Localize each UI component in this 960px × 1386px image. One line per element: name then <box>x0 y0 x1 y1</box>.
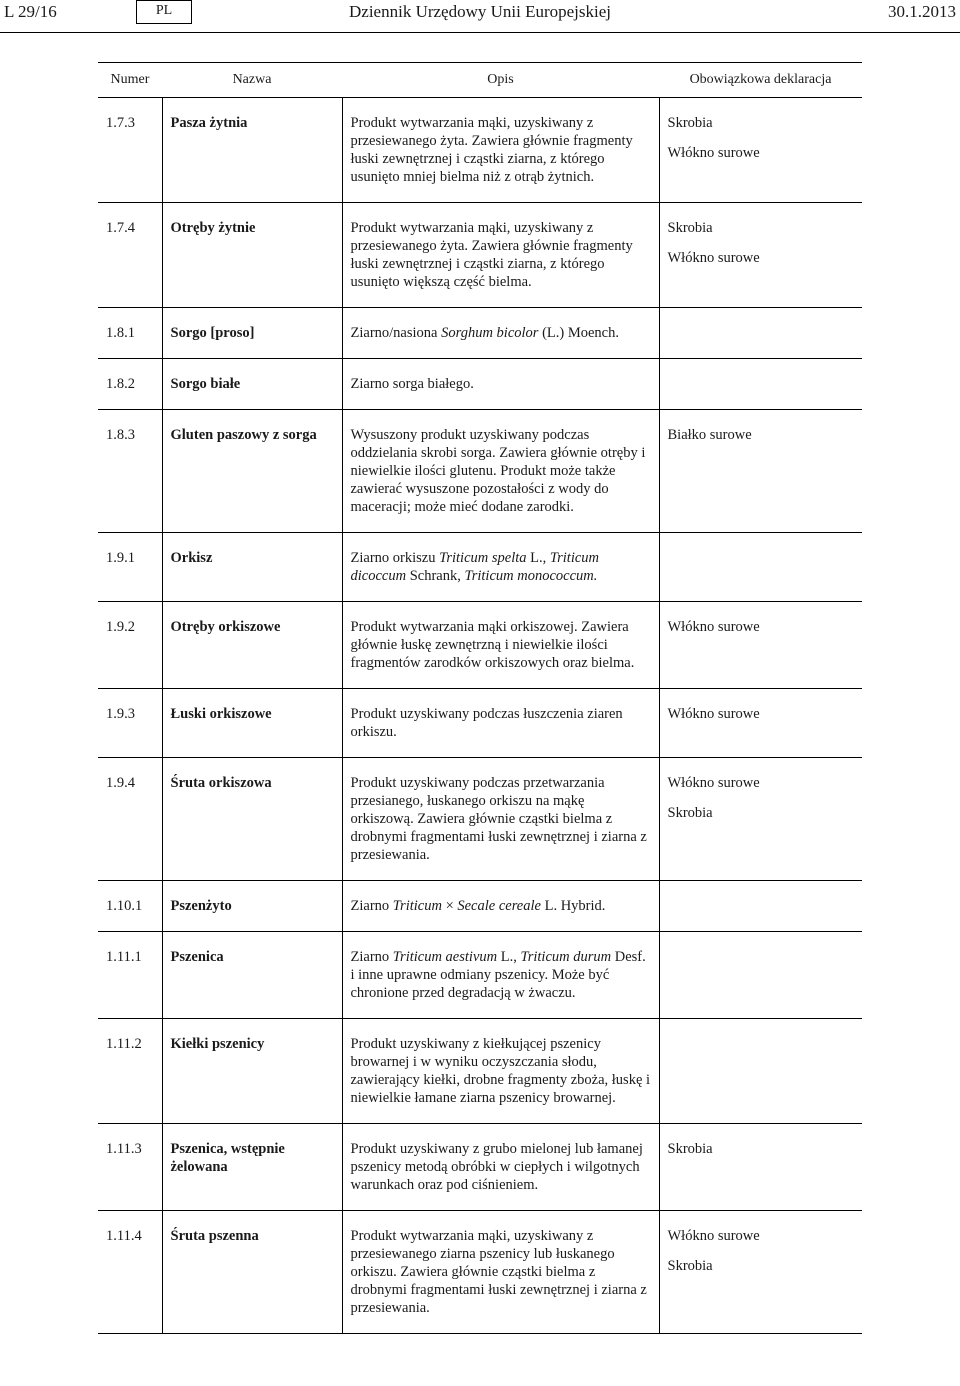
table-row <box>98 359 862 410</box>
row-name: Otręby orkiszowe <box>162 602 342 689</box>
row-number: 1.7.4 <box>98 203 162 308</box>
row-description: Produkt wytwarzania mąki, uzyskiwany z przesiewanego żyta. Zawiera głównie fragmenty łuski zewnętrznej i cząstki ziarna, z którego usunięto większą część bielma. <box>342 203 659 308</box>
row-name: Pasza żytnia <box>162 98 342 203</box>
declaration-item: Skrobia <box>667 1258 713 1274</box>
description-text: L., <box>497 949 521 965</box>
row-declaration <box>659 98 862 203</box>
description-text: Schrank, <box>406 568 465 584</box>
row-description <box>342 881 659 932</box>
row-declaration <box>659 308 862 359</box>
row-description: Produkt uzyskiwany z kiełkującej pszenicy browarnej i w wyniku oczyszczania słodu, zawierający kiełki, drobne fragmenty zboża, łuskę i niewielkie łamane ziarna pszenicy browarnej. <box>342 1019 659 1124</box>
table-row <box>98 203 862 308</box>
row-name: Śruta orkiszowa <box>162 758 342 881</box>
journal-title: Dziennik Urzędowy Unii Europejskiej <box>349 2 612 21</box>
description-text: Ziarno orkiszu <box>350 550 440 566</box>
row-description: Produkt wytwarzania mąki, uzyskiwany z przesiewanego ziarna pszenicy lub łuskanego orkiszu. Zawiera głównie cząstki bielma z drobnymi fragmentami łuski zewnętrznej i ziarna z przesiewania. <box>342 1211 659 1334</box>
row-number: 1.9.3 <box>98 689 162 758</box>
declaration-item: Włókno surowe <box>667 250 760 266</box>
row-description: Produkt wytwarzania mąki, uzyskiwany z przesiewanego żyta. Zawiera głównie fragmenty łuski zewnętrznej i cząstki ziarna, z którego usunięto mniej bielma niż z otrąb żytnich. <box>342 98 659 203</box>
row-name: Sorgo [proso] <box>162 308 342 359</box>
latin-name: Secale cereale <box>457 898 541 914</box>
row-declaration <box>659 203 862 308</box>
row-declaration <box>659 932 862 1019</box>
row-name: Gluten paszowy z sorga <box>162 410 342 533</box>
row-number: 1.10.1 <box>98 881 162 932</box>
row-description: Produkt uzyskiwany podczas przetwarzania przesianego, łuskanego orkiszu na mąkę orkiszową. Zawiera głównie cząstki bielma z drobnymi fragmentami łuski zewnętrznej i ziarna z przesiewania. <box>342 758 659 881</box>
declaration-item: Skrobia <box>667 1141 713 1157</box>
description-text: Ziarno <box>350 898 393 914</box>
declaration-item: Skrobia <box>667 805 713 821</box>
row-declaration <box>659 1211 862 1334</box>
row-number: 1.11.2 <box>98 1019 162 1124</box>
row-number: 1.11.3 <box>98 1124 162 1211</box>
table-row <box>98 1019 862 1124</box>
column-header-number: Numer <box>98 63 162 98</box>
row-name: Śruta pszenna <box>162 1211 342 1334</box>
row-name: Pszenica, wstępnie żelowana <box>162 1124 342 1211</box>
page-header <box>0 0 960 33</box>
latin-name: Triticum monococcum. <box>464 568 598 584</box>
row-description: Wysuszony produkt uzyskiwany podczas oddzielania skrobi sorga. Zawiera głównie otręby i niewielkie ilości glutenu. Produkt może także zawierać wysuszone pozostałości z wody do maceracji; może mieć dodane zarodki. <box>342 410 659 533</box>
declaration-item: Włókno surowe <box>667 775 760 791</box>
declaration-item: Skrobia <box>667 220 713 236</box>
latin-name: Triticum aestivum <box>392 949 498 965</box>
language-badge: PL <box>136 0 192 24</box>
column-header-declaration: Obowiązkowa deklaracja <box>659 63 862 98</box>
row-name: Pszenica <box>162 932 342 1019</box>
row-description <box>342 932 659 1019</box>
row-number: 1.7.3 <box>98 98 162 203</box>
table-header-row <box>98 63 862 98</box>
row-number: 1.11.1 <box>98 932 162 1019</box>
row-name: Pszenżyto <box>162 881 342 932</box>
description-text: L., <box>526 550 550 566</box>
row-number: 1.9.4 <box>98 758 162 881</box>
table-row <box>98 758 862 881</box>
row-description: Produkt uzyskiwany podczas łuszczenia ziaren orkiszu. <box>342 689 659 758</box>
description-text: Desf. i inne uprawne odmiany pszenicy. Może być chronione przed degradacją w żwaczu. <box>350 949 646 1001</box>
declaration-item: Włókno surowe <box>667 706 760 722</box>
description-text: × <box>441 898 458 914</box>
description-text: (L.) Moench. <box>538 325 619 341</box>
column-header-name: Nazwa <box>162 63 342 98</box>
table-row <box>98 98 862 203</box>
row-declaration <box>659 689 862 758</box>
row-declaration <box>659 1019 862 1124</box>
table-row <box>98 1211 862 1334</box>
table-row <box>98 689 862 758</box>
table-row <box>98 533 862 602</box>
declaration-item: Włókno surowe <box>667 145 760 161</box>
row-declaration <box>659 1124 862 1211</box>
table-row <box>98 602 862 689</box>
table-row <box>98 1124 862 1211</box>
table-body <box>98 98 862 1334</box>
table-row <box>98 881 862 932</box>
description-text: Ziarno <box>350 949 393 965</box>
declaration-item: Białko surowe <box>667 427 752 443</box>
row-description <box>342 533 659 602</box>
row-name: Łuski orkiszowe <box>162 689 342 758</box>
declaration-item: Włókno surowe <box>667 1228 760 1244</box>
declaration-item: Włókno surowe <box>667 619 760 635</box>
row-number: 1.8.2 <box>98 359 162 410</box>
latin-name: Sorghum bicolor <box>441 325 539 341</box>
description-text: Ziarno/nasiona <box>350 325 442 341</box>
page-number: L 29/16 <box>4 2 57 21</box>
row-description: Produkt wytwarzania mąki orkiszowej. Zawiera głównie łuskę zewnętrzną i niewielkie ilości fragmentów zarodków orkiszowych oraz bielma. <box>342 602 659 689</box>
row-declaration <box>659 533 862 602</box>
row-name: Otręby żytnie <box>162 203 342 308</box>
row-declaration <box>659 359 862 410</box>
row-declaration <box>659 881 862 932</box>
row-name: Kiełki pszenicy <box>162 1019 342 1124</box>
row-number: 1.9.2 <box>98 602 162 689</box>
table-row <box>98 308 862 359</box>
row-declaration <box>659 758 862 881</box>
publication-date: 30.1.2013 <box>888 2 956 21</box>
row-description: Ziarno sorga białego. <box>342 359 659 410</box>
feed-materials-table <box>98 62 862 1334</box>
row-declaration <box>659 410 862 533</box>
row-description: Produkt uzyskiwany z grubo mielonej lub łamanej pszenicy metodą obróbki w ciepłych i wilgotnych warunkach oraz pod ciśnieniem. <box>342 1124 659 1211</box>
latin-name: Triticum dicoccum <box>350 550 600 584</box>
row-number: 1.8.3 <box>98 410 162 533</box>
latin-name: Triticum <box>392 898 442 914</box>
row-name: Orkisz <box>162 533 342 602</box>
table-row <box>98 410 862 533</box>
latin-name: Triticum durum <box>520 949 612 965</box>
row-description <box>342 308 659 359</box>
row-name: Sorgo białe <box>162 359 342 410</box>
latin-name: Triticum spelta <box>439 550 527 566</box>
column-header-description: Opis <box>342 63 659 98</box>
description-text: L. Hybrid. <box>540 898 606 914</box>
table-row <box>98 932 862 1019</box>
declaration-item: Skrobia <box>667 115 713 131</box>
row-declaration <box>659 602 862 689</box>
row-number: 1.8.1 <box>98 308 162 359</box>
row-number: 1.11.4 <box>98 1211 162 1334</box>
row-number: 1.9.1 <box>98 533 162 602</box>
